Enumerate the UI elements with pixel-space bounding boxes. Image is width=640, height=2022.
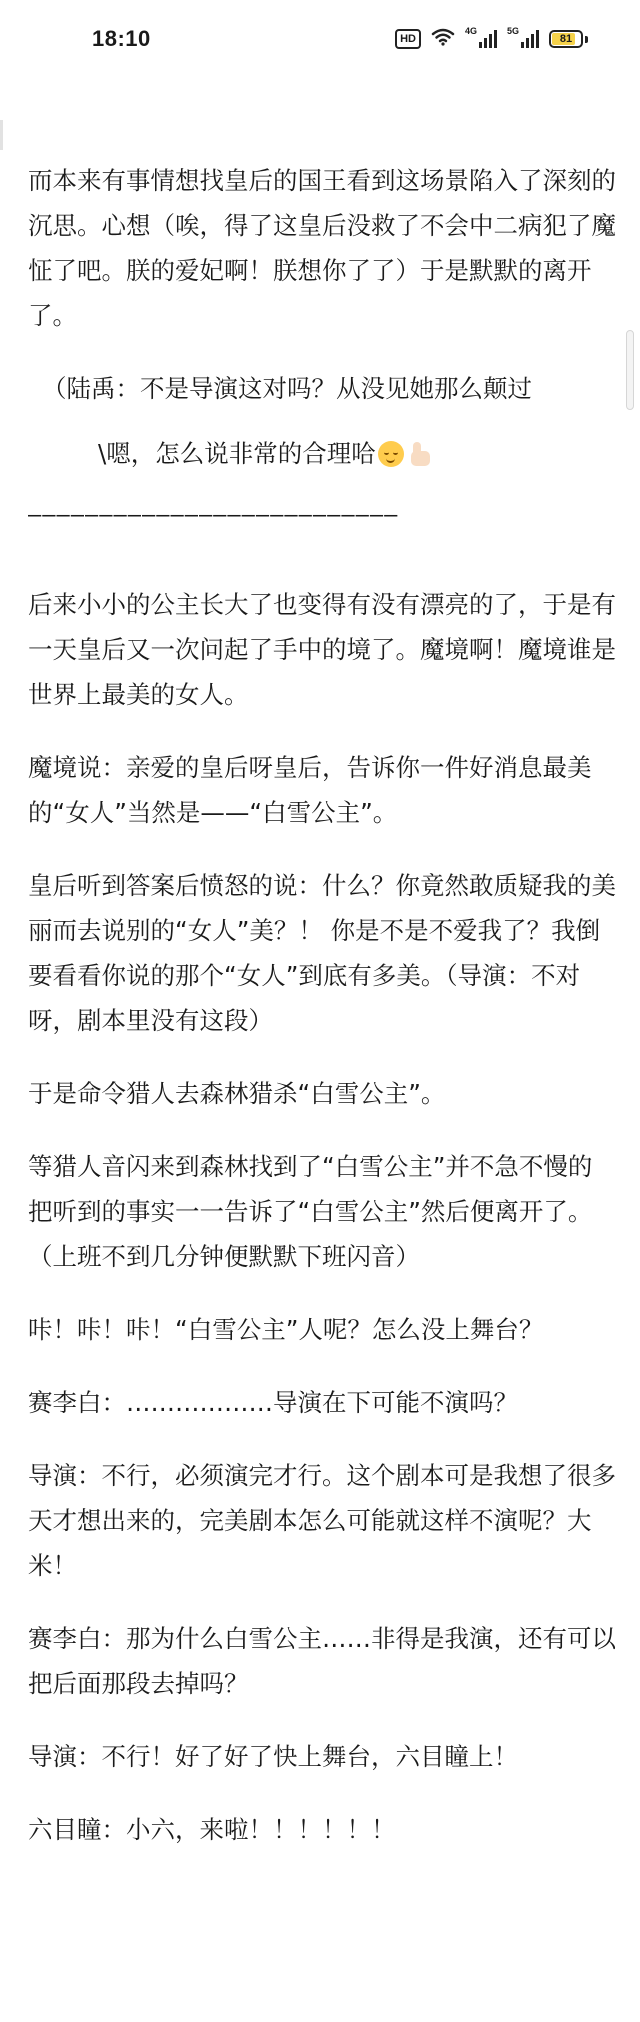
paragraph: 魔境说：亲爱的皇后呀皇后，告诉你一件好消息最美的“女人”当然是——“白雪公主”。: [28, 753, 592, 827]
divider-line: ——————————————————————————: [28, 503, 399, 528]
edge-marker: [0, 120, 3, 150]
battery-tip: [585, 36, 588, 43]
thumbs-up-icon: [408, 441, 432, 467]
paragraph: 赛李白：………………导演在下可能不演吗？: [28, 1388, 518, 1417]
hd-icon: HD: [395, 29, 421, 49]
battery-icon: [549, 30, 583, 48]
cellular-signal-1-icon: [465, 26, 497, 48]
paragraph: 而本来有事情想找皇后的国王看到这场景陷入了深刻的沉思。心想（唉，得了这皇后没救了不会中二病犯了魔怔了吧。朕的爱妃啊！朕想你了了）于是默默的离开了。: [28, 166, 616, 330]
status-bar: [0, 0, 640, 84]
cellular-signal-2-icon: [507, 26, 539, 48]
paragraph: 导演：不行，必须演完才行。这个剧本可是我想了很多天才想出来的，完美剧本怎么可能就这样不演呢？大米！: [28, 1461, 616, 1580]
paragraph: （陆禹：不是导演这对吗？从没见她那么颠过: [42, 374, 532, 403]
paragraph-text: \嗯，怎么说非常的合理哈: [98, 439, 376, 468]
signal-2-label: 5G: [507, 26, 520, 36]
paragraph: 皇后听到答案后愤怒的说：什么？你竟然敢质疑我的美丽而去说别的“女人”美？！ 你是不是不爱我了？我倒要看看你说的那个“女人”到底有多美。（导演：不对呀，剧本里没有这段）: [28, 871, 616, 1035]
signal-1-label: 4G: [465, 26, 478, 36]
status-icons: [395, 28, 588, 50]
article-body: [28, 158, 616, 1880]
status-time: 18:10: [92, 26, 151, 51]
paragraph: 导演：不行！好了好了快上舞台，六目瞳上！: [28, 1742, 518, 1771]
paragraph: 咔！咔！咔！“白雪公主”人呢？怎么没上舞台？: [28, 1315, 544, 1344]
relieved-face-icon: [378, 441, 404, 467]
paragraph: 于是命令猎人去森林猎杀“白雪公主”。: [28, 1079, 446, 1108]
wifi-icon: [431, 28, 455, 50]
paragraph: 六目瞳：小六，来啦！！！！！！: [28, 1815, 396, 1844]
battery-level: 81: [559, 33, 573, 45]
paragraph-with-emoji: [28, 431, 616, 476]
scrollbar[interactable]: [626, 330, 634, 410]
paragraph: 赛李白：那为什么白雪公主……非得是我演，还有可以把后面那段去掉吗？: [28, 1624, 616, 1698]
paragraph: 后来小小的公主长大了也变得有没有漂亮的了，于是有一天皇后又一次问起了手中的境了。魔境啊！魔境谁是世界上最美的女人。: [28, 590, 616, 709]
paragraph: 等猎人音闪来到森林找到了“白雪公主”并不急不慢的把听到的事实一一告诉了“白雪公主”然后便离开了。（上班不到几分钟便默默下班闪音）: [28, 1152, 593, 1271]
